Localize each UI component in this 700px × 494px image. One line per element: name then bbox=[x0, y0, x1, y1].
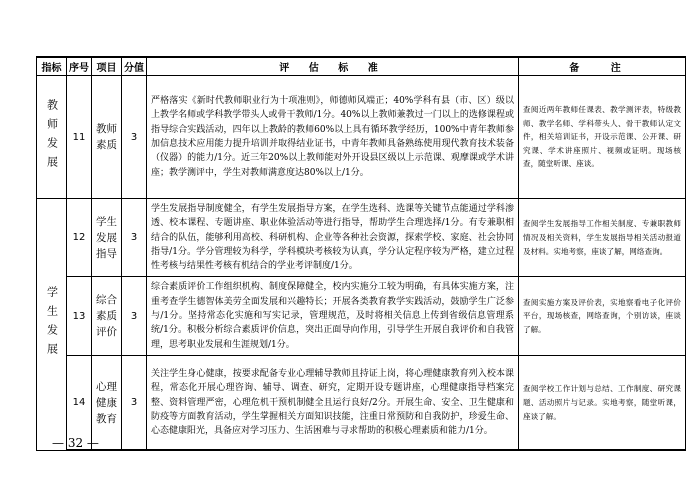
row-score: 3 bbox=[122, 277, 147, 355]
header-remark: 备 注 bbox=[519, 57, 686, 76]
group-label: 教师发展 bbox=[45, 99, 59, 175]
row-seq: 12 bbox=[67, 199, 92, 277]
header-score: 分值 bbox=[122, 57, 147, 76]
evaluation-table bbox=[36, 56, 686, 451]
row-standard: 学生发展指导制度健全，有学生发展指导方案，在学生选科、选课等关键节点能通过学科渗透、校本课程、专题讲座、职业体验活动等进行指导，帮助学生合理选择/1分。有专兼职相结合的队伍，能够利用高校、科研机构、企业等各种社会资源，探索学校、家庭、社会协同指导/1分。学分管理较为科学，学科模块考核较为认真，学分认定程序较为严格，建立过程性考核与结果性考核有机结合的学业考评制度/1分。 bbox=[147, 199, 519, 277]
row-remark: 查阅实施方案及评价表，实地察看电子化评价平台，现场核查，网络查询，个别访谈，座谈了解。 bbox=[519, 277, 686, 355]
table-row bbox=[37, 199, 686, 277]
row-seq: 11 bbox=[67, 76, 92, 199]
row-standard: 关注学生身心健康，按要求配备专业心理辅导教师且持证上岗，将心理健康教育列入校本课程，常态化开展心理咨询、辅导、调查、研究，定期开设专题讲座，心理健康指导档案完整、资料管理严密，心理危机干预机制健全且运行良好/2分。开展生命、安全、卫生健康和防疫等方面教育活动，学生掌握相关方面知识技能，注重日常预防和自我防护，珍爱生命、心态健康阳光，具备应对学习压力、生活困难与寻求帮助的积极心理素质和能力/1分。 bbox=[147, 355, 519, 450]
row-remark: 查阅近两年教师任课表、教学测评表，特级教师、教学名师、学科带头人、骨干教师认定文件，相关培训证书，开设示范课、公开课、研究课、学术讲座照片、视频或证明。现场核查，随堂听课、座谈。 bbox=[519, 76, 686, 199]
row-standard: 综合素质评价工作组织机构、制度保障健全，校内实施分工较为明确，有具体实施方案，注重考查学生德智体美劳全面发展和兴趣特长；开展各类教育教学实践活动，鼓励学生广泛参与/1分。坚持常态化实施和写实记录，管理规范，及时将相关信息上传到省级信息管理系统/1分。积极分析综合素质评价信息，突出正面导向作用，引导学生开展自我评价和自我管理，思考职业发展和生涯规划/1分。 bbox=[147, 277, 519, 355]
group-cell-student bbox=[37, 199, 67, 451]
header-item: 项目 bbox=[92, 57, 122, 76]
table-row bbox=[37, 277, 686, 355]
row-seq: 13 bbox=[67, 277, 92, 355]
row-item: 综合 素质 评价 bbox=[92, 277, 122, 355]
row-remark: 查阅学校工作计划与总结、工作制度、研究课题、活动照片与记录。实地考察，随堂听课，座谈了解。 bbox=[519, 355, 686, 450]
evaluation-table-wrap bbox=[36, 56, 685, 451]
group-label: 学生发展 bbox=[45, 286, 59, 363]
header-seq: 序号 bbox=[67, 57, 92, 76]
table-header-row bbox=[37, 57, 686, 76]
row-item: 心理 健康 教育 bbox=[92, 355, 122, 450]
table-row bbox=[37, 355, 686, 450]
row-score: 3 bbox=[122, 199, 147, 277]
group-cell-teacher bbox=[37, 76, 67, 199]
row-score: 3 bbox=[122, 355, 147, 450]
page-number: — 32 — bbox=[52, 436, 99, 450]
row-seq: 14 bbox=[67, 355, 92, 450]
row-item: 教师 素质 bbox=[92, 76, 122, 199]
header-standard: 评 估 标 准 bbox=[147, 57, 519, 76]
row-item: 学生 发展 指导 bbox=[92, 199, 122, 277]
row-remark: 查阅学生发展指导工作相关制度、专兼职教师情况及相关资料，学生发展指导相关活动报道及材料。实地考察，座谈了解，网络查询。 bbox=[519, 199, 686, 277]
header-indicator: 指标 bbox=[37, 57, 67, 76]
table-row bbox=[37, 76, 686, 199]
row-standard: 严格落实《新时代教师职业行为十项准则》，师德师风端正；40%学科有县（市、区）级以上教学名师或学科教学带头人或骨干教师/1分。40%以上教师兼教过一门以上的选修课程或指导综合实践活动，四年以上教龄的教师60%以上具有循环教学经历，100%中青年教师参加信息技术应用能力提升培训并取得结业证书，中青年教师具备熟练使用现代教育技术装备（仪器）的能力/1分。近三年20%以上教师能对外开设县区级以上示范课、观摩课或学术讲座；教学测评中，学生对教师满意度达80%以上/1分。 bbox=[147, 76, 519, 199]
row-score: 3 bbox=[122, 76, 147, 199]
